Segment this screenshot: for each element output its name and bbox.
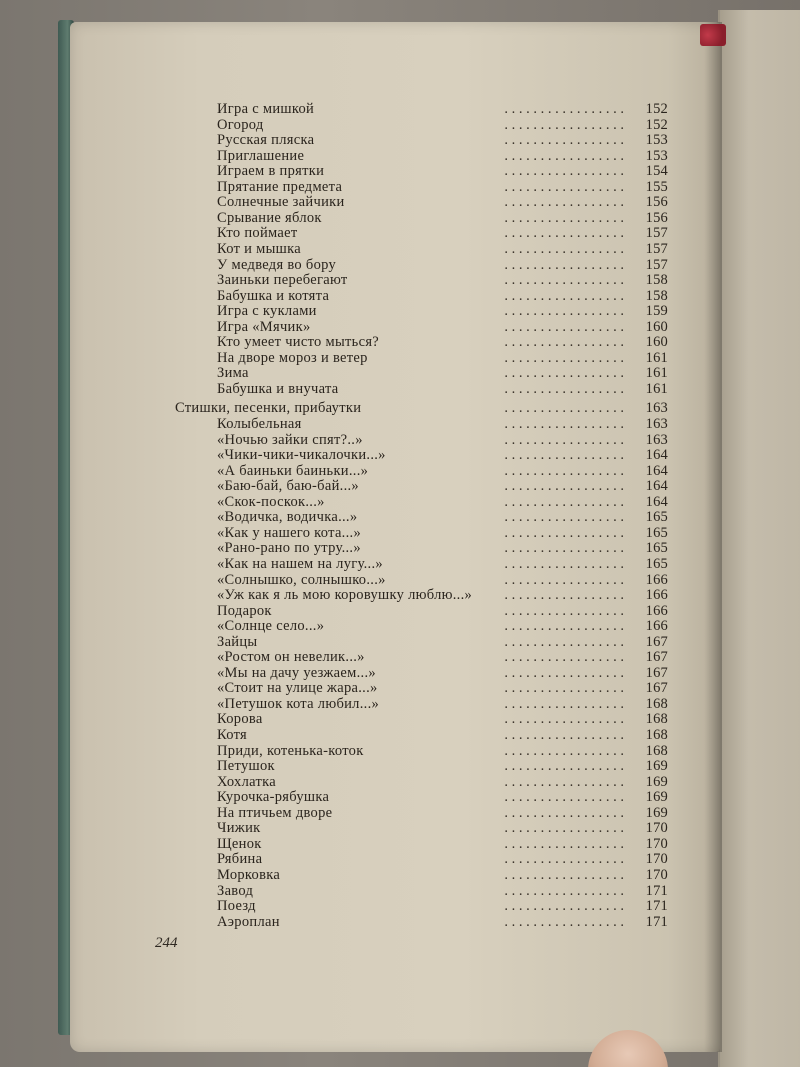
toc-page-number: 167 bbox=[645, 664, 668, 681]
toc-entry-title: Кот и мышка bbox=[217, 240, 301, 257]
toc-row bbox=[0, 447, 668, 463]
toc-page-number: 158 bbox=[645, 272, 668, 289]
toc-page-number: 160 bbox=[645, 334, 668, 351]
toc-entry-title: «Солнце село...» bbox=[217, 618, 325, 635]
toc-row bbox=[0, 665, 668, 681]
toc-row bbox=[0, 303, 668, 319]
dot-leader: . . . . . . . . . . . . . . . . . bbox=[504, 509, 624, 526]
toc-entry-title: Хохлатка bbox=[217, 773, 276, 790]
toc-entry-title: «Ростом он невелик...» bbox=[217, 649, 365, 666]
toc-page-number: 157 bbox=[645, 225, 668, 242]
dot-leader: . . . . . . . . . . . . . . . . . bbox=[504, 334, 624, 351]
toc-row bbox=[0, 556, 668, 572]
toc-page-number: 163 bbox=[645, 431, 668, 448]
toc-page-number: 171 bbox=[645, 882, 668, 899]
toc-row bbox=[0, 101, 668, 117]
toc-entry-title: Щенок bbox=[217, 835, 262, 852]
dot-leader: . . . . . . . . . . . . . . . . . bbox=[504, 711, 624, 728]
dot-leader: . . . . . . . . . . . . . . . . . bbox=[504, 664, 624, 681]
toc-entry-title: Русская пляска bbox=[217, 132, 315, 149]
toc-page-number: 168 bbox=[645, 742, 668, 759]
toc-row bbox=[0, 319, 668, 335]
toc-row bbox=[0, 572, 668, 588]
dot-leader: . . . . . . . . . . . . . . . . . bbox=[504, 416, 624, 432]
toc-row bbox=[0, 587, 668, 603]
toc-page-number: 157 bbox=[645, 256, 668, 273]
toc-entry-title: «Водичка, водичка...» bbox=[217, 509, 358, 526]
toc-page-number: 164 bbox=[645, 478, 668, 495]
toc-page-number: 165 bbox=[645, 555, 668, 572]
dot-leader: . . . . . . . . . . . . . . . . . bbox=[504, 804, 624, 821]
toc-page-number: 161 bbox=[645, 380, 668, 397]
toc-entry-title: «Рано-рано по утру...» bbox=[217, 540, 361, 557]
toc-page-number: 155 bbox=[645, 178, 668, 195]
dot-leader: . . . . . . . . . . . . . . . . . bbox=[504, 727, 624, 743]
dot-leader: . . . . . . . . . . . . . . . . . bbox=[504, 524, 624, 541]
toc-entry-title: Поезд bbox=[217, 898, 256, 915]
toc-entry-title: «Скок-поскок...» bbox=[217, 493, 325, 510]
dot-leader: . . . . . . . . . . . . . . . . . bbox=[504, 478, 624, 495]
toc-row bbox=[0, 618, 668, 634]
toc-page-number: 158 bbox=[645, 287, 668, 304]
toc-row bbox=[0, 867, 668, 883]
toc-entry-title: Огород bbox=[217, 116, 264, 133]
dot-leader: . . . . . . . . . . . . . . . . . bbox=[504, 116, 624, 133]
toc-page-number: 170 bbox=[645, 851, 668, 868]
toc-entry-title: Прятание предмета bbox=[217, 178, 343, 195]
toc-entry-title: На дворе мороз и ветер bbox=[217, 349, 368, 366]
toc-row bbox=[0, 463, 668, 479]
toc-page-number: 169 bbox=[645, 758, 668, 775]
toc-page-number: 166 bbox=[645, 571, 668, 588]
toc-page-number: 168 bbox=[645, 711, 668, 728]
toc-page-number: 168 bbox=[645, 727, 668, 743]
dot-leader: . . . . . . . . . . . . . . . . . bbox=[504, 633, 624, 650]
dot-leader: . . . . . . . . . . . . . . . . . bbox=[504, 835, 624, 852]
dot-leader: . . . . . . . . . . . . . . . . . bbox=[504, 680, 624, 697]
toc-row bbox=[0, 914, 668, 930]
toc-page-number: 156 bbox=[645, 194, 668, 211]
toc-row bbox=[0, 680, 668, 696]
dot-leader: . . . . . . . . . . . . . . . . . bbox=[504, 571, 624, 588]
toc-page-number: 169 bbox=[645, 773, 668, 790]
toc-row bbox=[0, 334, 668, 350]
dot-leader: . . . . . . . . . . . . . . . . . bbox=[504, 101, 624, 117]
toc-section-row bbox=[0, 400, 668, 416]
toc-page-number: 167 bbox=[645, 680, 668, 697]
toc-page-number: 170 bbox=[645, 835, 668, 852]
dot-leader: . . . . . . . . . . . . . . . . . bbox=[504, 303, 624, 320]
toc-entry-title: «Уж как я ль мою коровушку люблю...» bbox=[217, 587, 473, 604]
toc-entry-title: Колыбельная bbox=[217, 416, 302, 432]
toc-row bbox=[0, 272, 668, 288]
toc-row bbox=[0, 851, 668, 867]
toc-row bbox=[0, 365, 668, 381]
dot-leader: . . . . . . . . . . . . . . . . . bbox=[504, 602, 624, 619]
toc-entry-title: Подарок bbox=[217, 602, 272, 619]
toc-entry-title: Солнечные зайчики bbox=[217, 194, 345, 211]
toc-page-number: 167 bbox=[645, 633, 668, 650]
toc-entry-title: Аэроплан bbox=[217, 913, 280, 930]
toc-page-number: 152 bbox=[645, 101, 668, 117]
toc-row bbox=[0, 727, 668, 743]
toc-row bbox=[0, 898, 668, 914]
toc-entry-title: Срывание яблок bbox=[217, 209, 322, 226]
toc-row bbox=[0, 179, 668, 195]
dot-leader: . . . . . . . . . . . . . . . . . bbox=[504, 194, 624, 211]
dot-leader: . . . . . . . . . . . . . . . . . bbox=[504, 493, 624, 510]
dot-leader: . . . . . . . . . . . . . . . . . bbox=[504, 132, 624, 149]
toc-entry-title: У медведя во бору bbox=[217, 256, 337, 273]
dot-leader: . . . . . . . . . . . . . . . . . bbox=[504, 851, 624, 868]
toc-row bbox=[0, 758, 668, 774]
toc-entry-title: Бабушка и котята bbox=[217, 287, 330, 304]
dot-leader: . . . . . . . . . . . . . . . . . bbox=[504, 240, 624, 257]
toc-entry-title: Игра с куклами bbox=[217, 303, 317, 320]
dot-leader: . . . . . . . . . . . . . . . . . bbox=[504, 431, 624, 448]
toc-entry-title: «Как на нашем на лугу...» bbox=[217, 555, 383, 572]
toc-row bbox=[0, 649, 668, 665]
toc-row bbox=[0, 132, 668, 148]
toc-entry-title: Кто умеет чисто мыться? bbox=[217, 334, 380, 351]
toc-page-number: 164 bbox=[645, 447, 668, 464]
toc-page-number: 169 bbox=[645, 789, 668, 806]
dot-leader: . . . . . . . . . . . . . . . . . bbox=[504, 447, 624, 464]
toc-page-number: 164 bbox=[645, 493, 668, 510]
toc-row bbox=[0, 288, 668, 304]
toc-page-number: 159 bbox=[645, 303, 668, 320]
toc-entry-title: Зима bbox=[217, 365, 249, 382]
toc-entry-title: «А баиньки баиньки...» bbox=[217, 462, 369, 479]
toc-page-number: 167 bbox=[645, 649, 668, 666]
toc-page-number: 166 bbox=[645, 587, 668, 604]
toc-entry-title: «Как у нашего кота...» bbox=[217, 524, 362, 541]
toc-entry-title: Завод bbox=[217, 882, 254, 899]
toc-page-number: 168 bbox=[645, 695, 668, 712]
dot-leader: . . . . . . . . . . . . . . . . . bbox=[504, 587, 624, 604]
toc-row bbox=[0, 603, 668, 619]
toc-row bbox=[0, 432, 668, 448]
dot-leader: . . . . . . . . . . . . . . . . . bbox=[504, 349, 624, 366]
toc-page-number: 165 bbox=[645, 540, 668, 557]
toc-row bbox=[0, 743, 668, 759]
toc-row bbox=[0, 350, 668, 366]
toc-row bbox=[0, 540, 668, 556]
dot-leader: . . . . . . . . . . . . . . . . . bbox=[504, 773, 624, 790]
page-number: 244 bbox=[155, 935, 178, 951]
toc-page-number: 166 bbox=[645, 618, 668, 635]
toc-entry-title: «Петушок кота любил...» bbox=[217, 695, 380, 712]
dot-leader: . . . . . . . . . . . . . . . . . bbox=[504, 287, 624, 304]
dot-leader: . . . . . . . . . . . . . . . . . bbox=[504, 913, 624, 930]
toc-row bbox=[0, 805, 668, 821]
toc-entry-title: Заиньки перебегают bbox=[217, 272, 348, 289]
toc-page-number: 171 bbox=[645, 913, 668, 930]
toc-page-number: 154 bbox=[645, 163, 668, 180]
toc-entry-title: «Ночью зайки спят?..» bbox=[217, 431, 363, 448]
toc-entry-title: Корова bbox=[217, 711, 263, 728]
dot-leader: . . . . . . . . . . . . . . . . . bbox=[504, 649, 624, 666]
toc-page-number: 153 bbox=[645, 147, 668, 164]
toc-page-number: 161 bbox=[645, 365, 668, 382]
toc-page-number: 161 bbox=[645, 349, 668, 366]
toc-entry-title: Зайцы bbox=[217, 633, 258, 650]
dot-leader: . . . . . . . . . . . . . . . . . bbox=[504, 742, 624, 759]
toc-page-number: 164 bbox=[645, 462, 668, 479]
toc-page-number: 169 bbox=[645, 804, 668, 821]
toc-page-number: 157 bbox=[645, 240, 668, 257]
toc-entry-title: Игра с мишкой bbox=[217, 101, 315, 117]
dot-leader: . . . . . . . . . . . . . . . . . bbox=[504, 789, 624, 806]
dot-leader: . . . . . . . . . . . . . . . . . bbox=[504, 225, 624, 242]
dot-leader: . . . . . . . . . . . . . . . . . bbox=[504, 820, 624, 837]
toc-page-number: 163 bbox=[645, 400, 668, 417]
toc-entry-title: «Мы на дачу уезжаем...» bbox=[217, 664, 376, 681]
toc-row bbox=[0, 634, 668, 650]
dot-leader: . . . . . . . . . . . . . . . . . bbox=[504, 555, 624, 572]
toc-row bbox=[0, 194, 668, 210]
toc-row bbox=[0, 225, 668, 241]
dot-leader: . . . . . . . . . . . . . . . . . bbox=[504, 695, 624, 712]
toc-row bbox=[0, 148, 668, 164]
dot-leader: . . . . . . . . . . . . . . . . . bbox=[504, 898, 624, 915]
toc-entry-title: Бабушка и внучата bbox=[217, 380, 339, 397]
toc-page-number: 153 bbox=[645, 132, 668, 149]
toc-row bbox=[0, 820, 668, 836]
toc-page-number: 163 bbox=[645, 416, 668, 432]
toc-page-number: 170 bbox=[645, 866, 668, 883]
toc-entry-title: Приглашение bbox=[217, 147, 305, 164]
dot-leader: . . . . . . . . . . . . . . . . . bbox=[504, 400, 624, 417]
toc-row bbox=[0, 416, 668, 432]
dot-leader: . . . . . . . . . . . . . . . . . bbox=[504, 882, 624, 899]
dot-leader: . . . . . . . . . . . . . . . . . bbox=[504, 178, 624, 195]
toc-page-number: 166 bbox=[645, 602, 668, 619]
toc-row bbox=[0, 509, 668, 525]
toc-row bbox=[0, 163, 668, 179]
dot-leader: . . . . . . . . . . . . . . . . . bbox=[504, 758, 624, 775]
toc-entry-title: Морковка bbox=[217, 866, 281, 883]
dot-leader: . . . . . . . . . . . . . . . . . bbox=[504, 540, 624, 557]
toc-entry-title: Петушок bbox=[217, 758, 275, 775]
toc-row bbox=[0, 257, 668, 273]
dot-leader: . . . . . . . . . . . . . . . . . bbox=[504, 163, 624, 180]
dot-leader: . . . . . . . . . . . . . . . . . bbox=[504, 147, 624, 164]
dot-leader: . . . . . . . . . . . . . . . . . bbox=[504, 209, 624, 226]
toc-entry-title: Играем в прятки bbox=[217, 163, 325, 180]
toc-page-number: 165 bbox=[645, 524, 668, 541]
dot-leader: . . . . . . . . . . . . . . . . . bbox=[504, 318, 624, 335]
toc-page-number: 152 bbox=[645, 116, 668, 133]
dot-leader: . . . . . . . . . . . . . . . . . bbox=[504, 462, 624, 479]
toc-row bbox=[0, 774, 668, 790]
toc-entry-title: Котя bbox=[217, 727, 248, 743]
toc-entry-title: Курочка-рябушка bbox=[217, 789, 330, 806]
toc-entry-title: «Солнышко, солнышко...» bbox=[217, 571, 386, 588]
toc-row bbox=[0, 117, 668, 133]
dot-leader: . . . . . . . . . . . . . . . . . bbox=[504, 866, 624, 883]
toc-entry-title: «Стоит на улице жара...» bbox=[217, 680, 378, 697]
dot-leader: . . . . . . . . . . . . . . . . . bbox=[504, 618, 624, 635]
dot-leader: . . . . . . . . . . . . . . . . . bbox=[504, 272, 624, 289]
toc-entry-title: Игра «Мячик» bbox=[217, 318, 311, 335]
toc-entry-title: Рябина bbox=[217, 851, 263, 868]
toc-row bbox=[0, 696, 668, 712]
toc-row bbox=[0, 789, 668, 805]
toc-entry-title: «Баю-бай, баю-бай...» bbox=[217, 478, 359, 495]
dot-leader: . . . . . . . . . . . . . . . . . bbox=[504, 256, 624, 273]
toc-row bbox=[0, 241, 668, 257]
toc-row bbox=[0, 494, 668, 510]
toc-page-number: 165 bbox=[645, 509, 668, 526]
toc-entry-title: Кто поймает bbox=[217, 225, 298, 242]
toc-row bbox=[0, 711, 668, 727]
toc-entry-title: «Чики-чики-чикалочки...» bbox=[217, 447, 386, 464]
toc-page-number: 160 bbox=[645, 318, 668, 335]
dot-leader: . . . . . . . . . . . . . . . . . bbox=[504, 365, 624, 382]
toc-row bbox=[0, 478, 668, 494]
toc-row bbox=[0, 836, 668, 852]
toc-page-number: 156 bbox=[645, 209, 668, 226]
toc-row bbox=[0, 210, 668, 226]
toc-page-number: 171 bbox=[645, 898, 668, 915]
toc-row bbox=[0, 525, 668, 541]
toc-row bbox=[0, 883, 668, 899]
toc-entry-title: Чижик bbox=[217, 820, 261, 837]
toc-entry-title: На птичьем дворе bbox=[217, 804, 333, 821]
toc-entry-title: Приди, котенька-коток bbox=[217, 742, 364, 759]
toc-page-number: 170 bbox=[645, 820, 668, 837]
toc-row bbox=[0, 381, 668, 397]
dot-leader: . . . . . . . . . . . . . . . . . bbox=[504, 380, 624, 397]
toc-section-title: Стишки, песенки, прибаутки bbox=[175, 400, 362, 417]
